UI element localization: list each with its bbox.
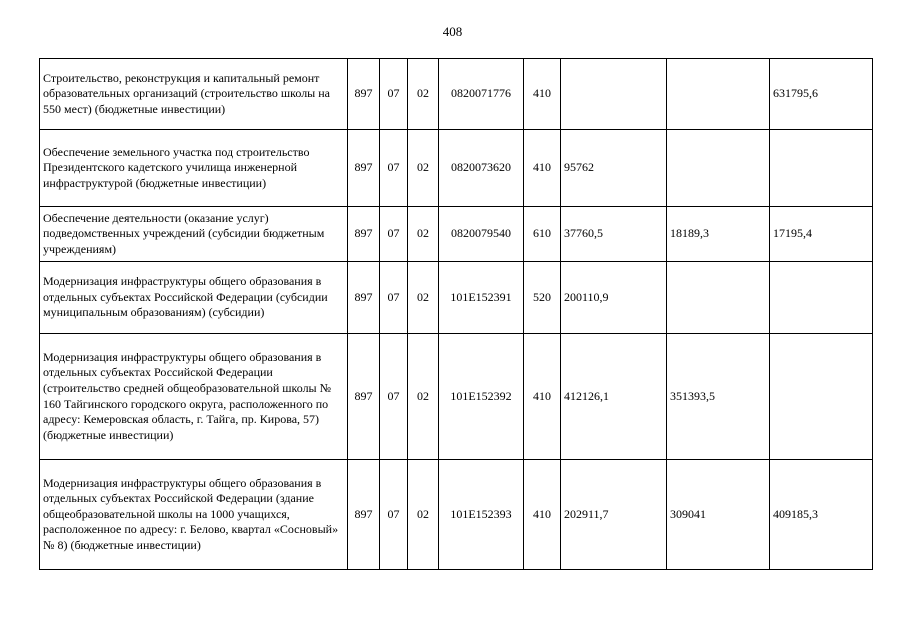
target-article-cell: 0820071776 (439, 59, 524, 130)
target-article-cell: 101E152392 (439, 334, 524, 460)
page-number: 408 (442, 24, 463, 39)
expense-name-cell: Строительство, реконструкция и капитальный ремонт образовательных организаций (строительство школы на 550 мест) (бюджетные инвестиции) (40, 59, 348, 130)
table-row (40, 460, 873, 570)
table-row (40, 262, 873, 334)
ministry-code-cell: 897 (348, 262, 380, 334)
expense-type-cell: 410 (524, 59, 561, 130)
amount-3-cell (770, 262, 873, 334)
section-code-cell: 07 (380, 262, 408, 334)
expense-type-cell: 410 (524, 334, 561, 460)
budget-table (39, 58, 873, 570)
amount-1-cell: 37760,5 (561, 207, 667, 262)
expense-type-cell: 610 (524, 207, 561, 262)
ministry-code-cell: 897 (348, 334, 380, 460)
section-code-cell: 07 (380, 130, 408, 207)
amount-2-cell (667, 59, 770, 130)
ministry-code-cell: 897 (348, 207, 380, 262)
expense-type-cell: 410 (524, 460, 561, 570)
ministry-code-cell: 897 (348, 460, 380, 570)
amount-1-cell: 412126,1 (561, 334, 667, 460)
amount-2-cell (667, 262, 770, 334)
amount-3-cell: 409185,3 (770, 460, 873, 570)
table-row (40, 130, 873, 207)
subsection-code-cell: 02 (408, 334, 439, 460)
subsection-code-cell: 02 (408, 59, 439, 130)
amount-3-cell: 17195,4 (770, 207, 873, 262)
section-code-cell: 07 (380, 207, 408, 262)
subsection-code-cell: 02 (408, 460, 439, 570)
expense-name-cell: Модернизация инфраструктуры общего образования в отдельных субъектах Российской Федерации (здание общеобразовательной школы на 1000 учащихся, расположенное по адресу: г. Белово, квартал «Сосновый» № 8) (бюджетные инвестиции) (40, 460, 348, 570)
amount-3-cell (770, 334, 873, 460)
amount-2-cell: 18189,3 (667, 207, 770, 262)
subsection-code-cell: 02 (408, 262, 439, 334)
expense-name-cell: Модернизация инфраструктуры общего образования в отдельных субъектах Российской Федерации (строительство средней общеобразовательной школы № 160 Тайгинского городского округа, расположенного по адресу: Кемеровская область, г. Тайга, пр. Кирова, 57) (бюджетные инвестиции) (40, 334, 348, 460)
ministry-code-cell: 897 (348, 130, 380, 207)
expense-name-cell: Модернизация инфраструктуры общего образования в отдельных субъектах Российской Федерации (субсидии муниципальным образованиям) (субсидии) (40, 262, 348, 334)
section-code-cell: 07 (380, 460, 408, 570)
subsection-code-cell: 02 (408, 207, 439, 262)
amount-1-cell: 202911,7 (561, 460, 667, 570)
amount-2-cell (667, 130, 770, 207)
amount-1-cell: 200110,9 (561, 262, 667, 334)
table-row (40, 59, 873, 130)
target-article-cell: 0820073620 (439, 130, 524, 207)
expense-name-cell: Обеспечение деятельности (оказание услуг) подведомственных учреждений (субсидии бюджетным учреждениям) (40, 207, 348, 262)
amount-3-cell: 631795,6 (770, 59, 873, 130)
amount-1-cell: 95762 (561, 130, 667, 207)
amount-1-cell (561, 59, 667, 130)
amount-2-cell: 351393,5 (667, 334, 770, 460)
section-code-cell: 07 (380, 334, 408, 460)
section-code-cell: 07 (380, 59, 408, 130)
subsection-code-cell: 02 (408, 130, 439, 207)
expense-type-cell: 410 (524, 130, 561, 207)
expense-type-cell: 520 (524, 262, 561, 334)
amount-3-cell (770, 130, 873, 207)
target-article-cell: 0820079540 (439, 207, 524, 262)
amount-2-cell: 309041 (667, 460, 770, 570)
table-row (40, 334, 873, 460)
target-article-cell: 101E152393 (439, 460, 524, 570)
table-row (40, 207, 873, 262)
expense-name-cell: Обеспечение земельного участка под строительство Президентского кадетского училища инженерной инфраструктурой (бюджетные инвестиции) (40, 130, 348, 207)
ministry-code-cell: 897 (348, 59, 380, 130)
target-article-cell: 101E152391 (439, 262, 524, 334)
